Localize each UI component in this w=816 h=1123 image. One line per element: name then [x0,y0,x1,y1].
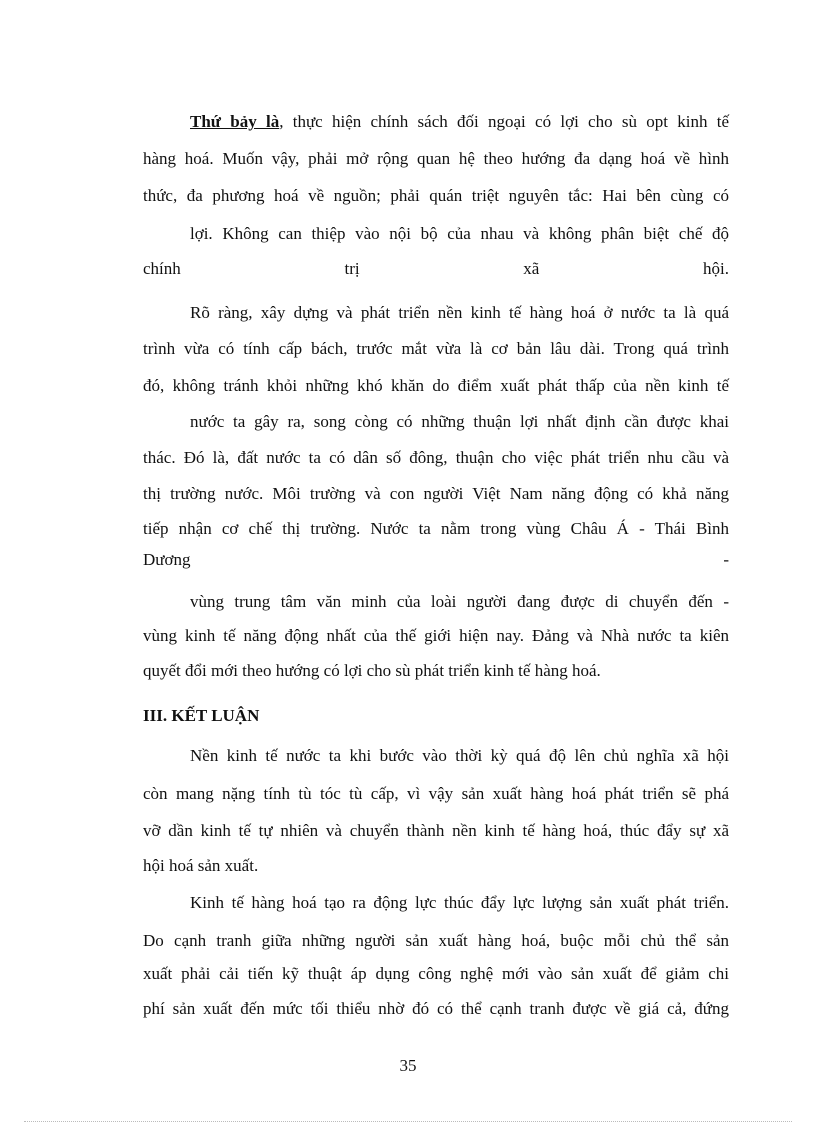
para1-kicker: Thứ bảy là [190,112,280,131]
para2-line8-right: - [723,550,729,569]
para2-line7: tiếp nhận cơ chế thị trường. Nước ta nằm trong vùng Châu Á - Thái Bình [143,519,729,538]
section-heading: III. KẾT LUẬN [143,706,260,725]
para2-line4: nước ta gây ra, song còng có những thuận lợi nhất định cần được khai [190,412,729,431]
para2-line2: trình vừa có tính cấp bách, trước mắt vừa là cơ bản lâu dài. Trong quá trình [143,339,729,358]
para4-line4: phí sản xuất đến mức tối thiểu nhờ đó có thể cạnh tranh được về giá cả, đứng [143,999,729,1018]
para1-line2: hàng hoá. Muốn vậy, phải mở rộng quan hệ theo hướng đa dạng hoá về hình [143,149,729,168]
para4-line3: xuất phải cải tiến kỹ thuật áp dụng công nghệ mới vào sản xuất để giảm chi [143,964,729,983]
para1-line1-text: , thực hiện chính sách đối ngoại có lợi cho sù opt kinh tế [279,112,729,131]
page-bottom-rule [24,1121,792,1122]
para4-line2: Do cạnh tranh giữa những người sản xuất hàng hoá, buộc mỗi chủ thể sản [143,931,729,950]
para1-line3: thức, đa phương hoá về nguồn; phải quán triệt nguyên tắc: Hai bên cùng có [143,186,729,205]
para4-line1: Kinh tế hàng hoá tạo ra động lực thúc đẩy lực lượng sản xuất phát triển. [190,893,729,912]
para1-line5-word: trị [344,259,360,278]
para1-line4: lợi. Không can thiệp vào nội bộ của nhau và không phân biệt chế độ [190,224,729,243]
para1-line5-word: xã [523,259,540,278]
para3-line2: còn mang nặng tính tù tóc tù cấp, vì vậy sản xuất hàng hoá phát triển sẽ phá [143,784,729,803]
para2-line8-left: Dương [143,550,191,569]
para2-line6: thị trường nước. Môi trường và con người Việt Nam năng động có khả năng [143,484,729,503]
para2-line1: Rõ ràng, xây dựng và phát triển nền kinh tế hàng hoá ở nước ta là quá [190,303,729,322]
para3-line3: vỡ dần kinh tế tự nhiên và chuyển thành nền kinh tế hàng hoá, thúc đẩy sự xã [143,821,729,840]
page-number: 35 [399,1056,417,1075]
para1-line5 [143,259,729,279]
para3-line4: hội hoá sản xuất. [143,856,259,875]
para1-line1 [190,112,729,132]
para2-line10: vùng kinh tế năng động nhất của thế giới hiện nay. Đảng và Nhà nước ta kiên [143,626,729,645]
para1-line5-word: hội. [703,259,729,278]
para2-line8 [143,550,729,570]
para3-line1: Nền kinh tế nước ta khi bước vào thời kỳ quá độ lên chủ nghĩa xã hội [190,746,729,765]
para2-line9: vùng trung tâm văn minh của loài người đang được di chuyển đến - [190,592,729,611]
para2-line3: đó, không tránh khỏi những khó khăn do điểm xuất phát thấp của nền kinh tế [143,376,729,395]
para2-line11: quyết đổi mới theo hướng có lợi cho sù phát triển kinh tế hàng hoá. [143,661,601,680]
para2-line5: thác. Đó là, đất nước ta có dân số đông, thuận cho việc phát triển nhu cầu và [143,448,729,467]
para1-line5-word: chính [143,259,181,278]
